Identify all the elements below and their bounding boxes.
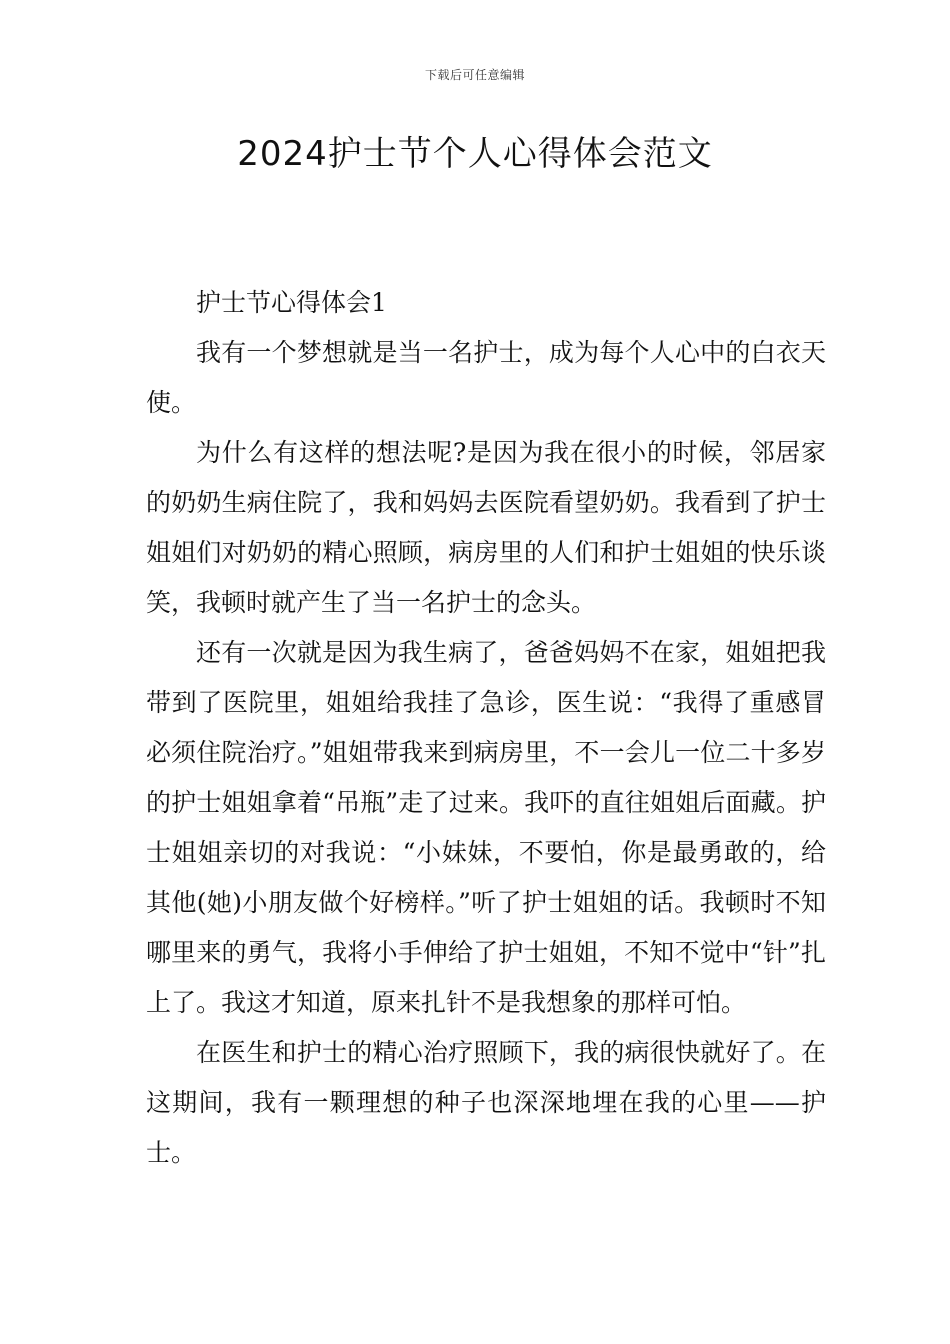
paragraph-4: 在医生和护士的精心治疗照顾下，我的病很快就好了。在这期间，我有一颗理想的种子也深深地埋在我的心里——护士。 [146,1038,826,1167]
paragraph-2: 为什么有这样的想法呢?是因为我在很小的时候，邻居家的奶奶生病住院了，我和妈妈去医院看望奶奶。我看到了护士姐姐们对奶奶的精心照顾，病房里的人们和护士姐姐的快乐谈笑，我顿时就产生了当一名护士的念头。 [146,438,826,617]
header-note: 下载后可任意编辑 [424,68,525,82]
document-body [146,278,826,1178]
section-heading: 护士节心得体会1 [196,288,387,317]
paragraph-3: 还有一次就是因为我生病了，爸爸妈妈不在家，姐姐把我带到了医院里，姐姐给我挂了急诊，医生说：“我得了重感冒必须住院治疗。”姐姐带我来到病房里，不一会儿一位二十多岁的护士姐姐拿着“吊瓶”走了过来。我吓的直往姐姐后面藏。护士姐姐亲切的对我说：“小妹妹，不要怕，你是最勇敢的，给其他(她)小朋友做个好榜样。”听了护士姐姐的话。我顿时不知哪里来的勇气，我将小手伸给了护士姐姐，不知不觉中“针”扎上了。我这才知道，原来扎针不是我想象的那样可怕。 [146,638,826,1017]
paragraph-1: 我有一个梦想就是当一名护士，成为每个人心中的白衣天使。 [146,338,826,417]
document-title: 2024护士节个人心得体会范文 [237,134,713,174]
